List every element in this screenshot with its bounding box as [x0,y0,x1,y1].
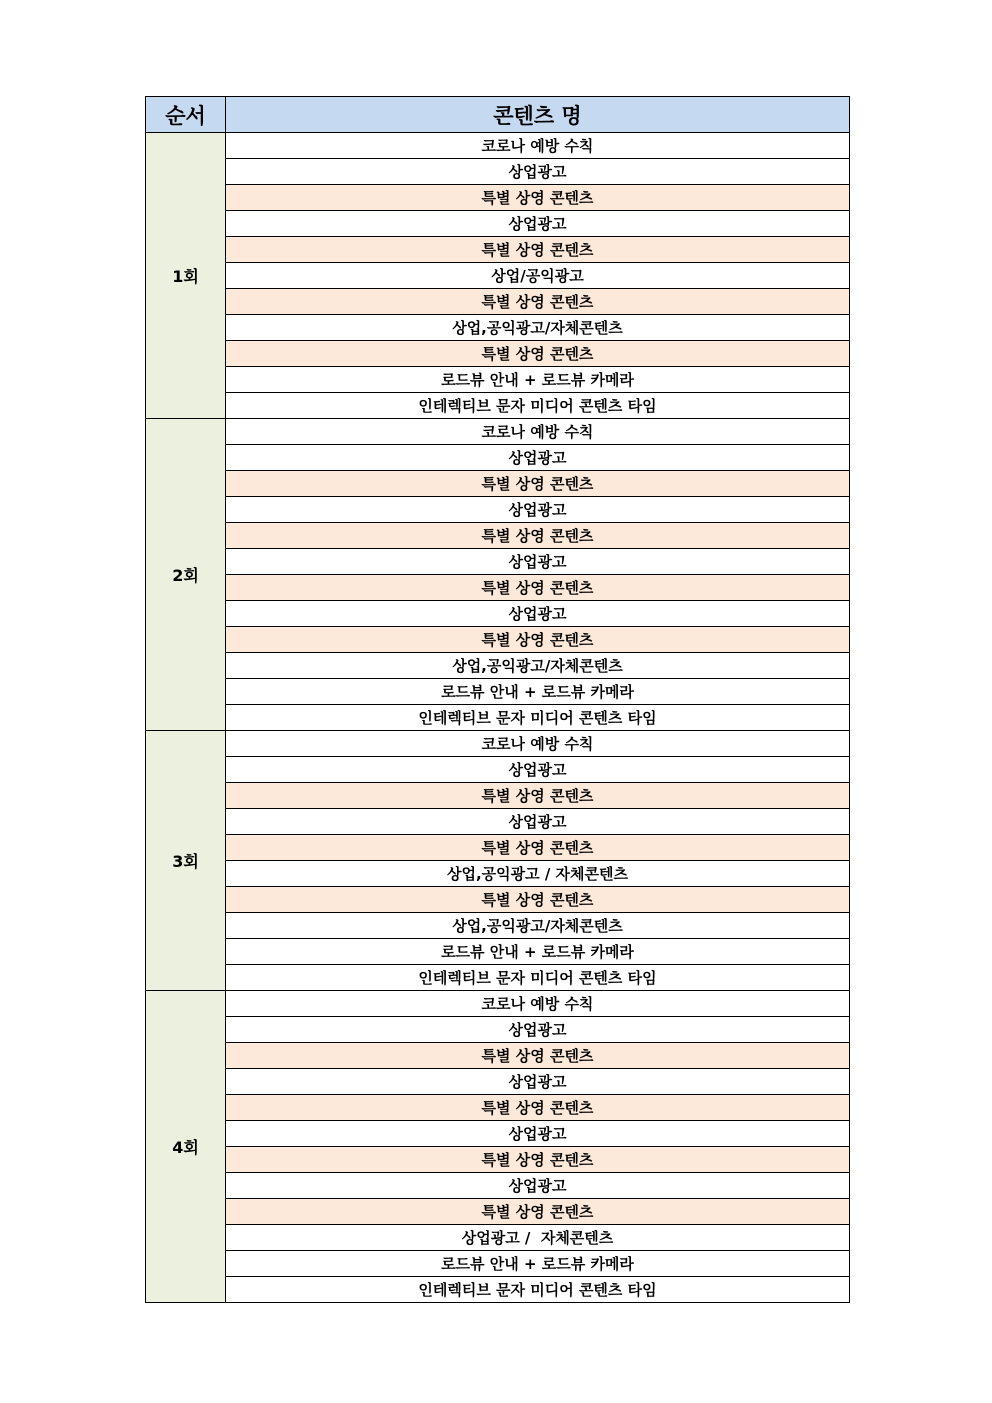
content-cell: 인테렉티브 문자 미디어 콘텐츠 타임 [226,393,850,419]
round-label: 2회 [146,419,226,731]
table-row [146,211,850,237]
content-cell: 상업/공익광고 [226,263,850,289]
table-row [146,757,850,783]
content-cell-highlighted: 특별 상영 콘텐츠 [226,1095,850,1121]
content-cell: 상업광고 / 자체콘텐츠 [226,1225,850,1251]
table-row [146,1043,850,1069]
table-row [146,471,850,497]
table-row [146,991,850,1017]
content-cell: 코로나 예방 수칙 [226,991,850,1017]
table-body [146,133,850,1303]
content-cell: 상업광고 [226,1069,850,1095]
content-cell: 상업,공익광고 / 자체콘텐츠 [226,861,850,887]
header-order: 순서 [146,97,226,133]
table-row [146,1277,850,1303]
content-cell-highlighted: 특별 상영 콘텐츠 [226,237,850,263]
table-row [146,887,850,913]
content-cell: 상업광고 [226,549,850,575]
content-cell: 로드뷰 안내 + 로드뷰 카메라 [226,679,850,705]
content-cell-highlighted: 특별 상영 콘텐츠 [226,471,850,497]
header-row [146,97,850,133]
content-cell: 상업광고 [226,1017,850,1043]
header-content-name: 콘텐츠 명 [226,97,850,133]
table-row [146,783,850,809]
content-cell-highlighted: 특별 상영 콘텐츠 [226,783,850,809]
table-row [146,159,850,185]
table-row [146,523,850,549]
table-row [146,1225,850,1251]
content-cell: 로드뷰 안내 + 로드뷰 카메라 [226,939,850,965]
content-cell: 상업광고 [226,1173,850,1199]
table-row [146,341,850,367]
content-cell-highlighted: 특별 상영 콘텐츠 [226,627,850,653]
table-row [146,497,850,523]
content-cell-highlighted: 특별 상영 콘텐츠 [226,1199,850,1225]
table-row [146,679,850,705]
table-row [146,809,850,835]
table-header [146,97,850,133]
table-row [146,1121,850,1147]
table-row [146,653,850,679]
content-cell: 로드뷰 안내 + 로드뷰 카메라 [226,1251,850,1277]
table-row [146,1199,850,1225]
content-cell: 상업광고 [226,445,850,471]
content-cell: 상업,공익광고/자체콘텐츠 [226,653,850,679]
table-row [146,549,850,575]
table-row [146,315,850,341]
table-row [146,393,850,419]
content-cell: 인테렉티브 문자 미디어 콘텐츠 타임 [226,1277,850,1303]
table-row [146,913,850,939]
content-cell: 상업광고 [226,757,850,783]
content-cell: 인테렉티브 문자 미디어 콘텐츠 타임 [226,965,850,991]
content-cell-highlighted: 특별 상영 콘텐츠 [226,1147,850,1173]
content-cell: 코로나 예방 수칙 [226,731,850,757]
content-cell-highlighted: 특별 상영 콘텐츠 [226,523,850,549]
table-row [146,627,850,653]
round-label: 4회 [146,991,226,1303]
table-row [146,965,850,991]
content-cell: 상업광고 [226,159,850,185]
table-row [146,185,850,211]
round-label: 3회 [146,731,226,991]
content-cell: 상업광고 [226,497,850,523]
content-cell: 코로나 예방 수칙 [226,133,850,159]
table-row [146,1095,850,1121]
content-cell-highlighted: 특별 상영 콘텐츠 [226,1043,850,1069]
table-row [146,445,850,471]
table-row [146,1017,850,1043]
content-cell: 상업,공익광고/자체콘텐츠 [226,913,850,939]
table-row [146,263,850,289]
content-cell-highlighted: 특별 상영 콘텐츠 [226,575,850,601]
content-cell-highlighted: 특별 상영 콘텐츠 [226,341,850,367]
table-row [146,1251,850,1277]
content-schedule-table [145,96,850,1303]
table-row [146,731,850,757]
table-row [146,1173,850,1199]
table-row [146,835,850,861]
content-cell: 상업광고 [226,809,850,835]
table-row [146,1147,850,1173]
content-cell: 상업광고 [226,601,850,627]
content-cell: 상업광고 [226,1121,850,1147]
table-row [146,939,850,965]
table-row [146,237,850,263]
table-row [146,575,850,601]
content-cell-highlighted: 특별 상영 콘텐츠 [226,289,850,315]
content-cell-highlighted: 특별 상영 콘텐츠 [226,835,850,861]
table-row [146,861,850,887]
content-cell-highlighted: 특별 상영 콘텐츠 [226,887,850,913]
table-row [146,601,850,627]
round-label: 1회 [146,133,226,419]
content-cell: 상업광고 [226,211,850,237]
table-row [146,1069,850,1095]
content-cell: 상업,공익광고/자체콘텐츠 [226,315,850,341]
table-row [146,289,850,315]
table-row [146,419,850,445]
table-row [146,367,850,393]
table-row [146,133,850,159]
content-cell: 로드뷰 안내 + 로드뷰 카메라 [226,367,850,393]
content-cell-highlighted: 특별 상영 콘텐츠 [226,185,850,211]
content-cell: 코로나 예방 수칙 [226,419,850,445]
table-row [146,705,850,731]
content-cell: 인테렉티브 문자 미디어 콘텐츠 타임 [226,705,850,731]
